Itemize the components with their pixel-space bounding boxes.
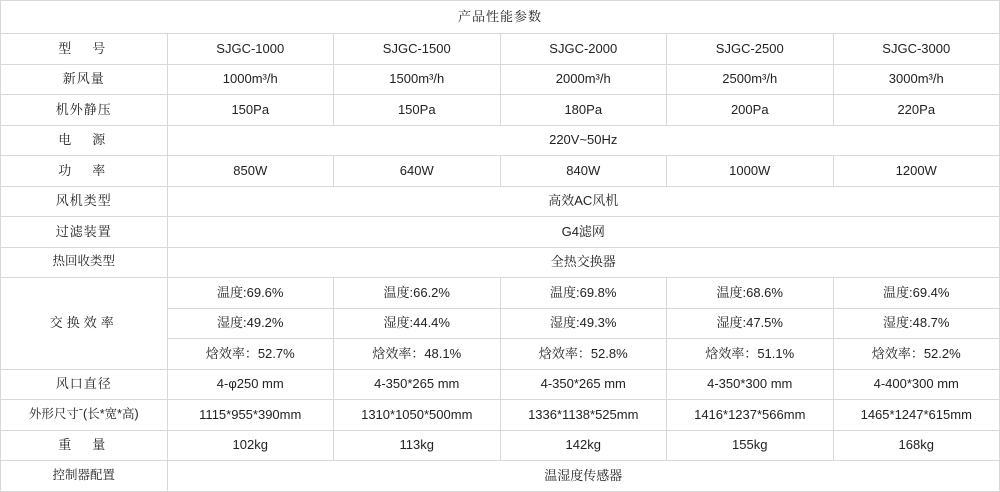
row-label-exchange-efficiency: 交换效率 [1, 278, 168, 370]
cell-model-3: SJGC-2000 [500, 34, 667, 65]
cell-humid-eff-2: 湿度:44.4% [334, 308, 501, 339]
cell-dimensions-2: 1310*1050*500mm [334, 400, 501, 431]
cell-filter-value: G4滤网 [167, 217, 1000, 248]
row-label-airflow: 新风量 [1, 64, 168, 95]
table-row [1, 430, 1000, 461]
cell-weight-4: 155kg [667, 430, 834, 461]
cell-power-4: 1000W [667, 156, 834, 187]
cell-temp-eff-1: 温度:69.6% [167, 278, 334, 309]
table-row [1, 400, 1000, 431]
table-row [1, 34, 1000, 65]
cell-humid-eff-3: 湿度:49.3% [500, 308, 667, 339]
cell-dimensions-5: 1465*1247*615mm [833, 400, 1000, 431]
cell-enthalpy-eff-5: 焓效率：52.2% [833, 339, 1000, 370]
cell-power-1: 850W [167, 156, 334, 187]
row-label-controller: 控制器配置 [1, 461, 168, 492]
cell-heat-recovery-value: 全热交换器 [167, 247, 1000, 278]
cell-dimensions-4: 1416*1237*566mm [667, 400, 834, 431]
cell-dimensions-3: 1336*1138*525mm [500, 400, 667, 431]
table-row [1, 461, 1000, 492]
row-label-weight: 重 量 [1, 430, 168, 461]
table-row [1, 64, 1000, 95]
cell-power-supply-value: 220V~50Hz [167, 125, 1000, 156]
table-row [1, 369, 1000, 400]
cell-airflow-1: 1000m³/h [167, 64, 334, 95]
table-row [1, 156, 1000, 187]
row-label-heat-recovery: 热回收类型 [1, 247, 168, 278]
cell-airflow-4: 2500m³/h [667, 64, 834, 95]
table-row [1, 95, 1000, 126]
cell-model-1: SJGC-1000 [167, 34, 334, 65]
cell-pressure-4: 200Pa [667, 95, 834, 126]
cell-weight-3: 142kg [500, 430, 667, 461]
table-row [1, 278, 1000, 309]
table-title-row [1, 1, 1000, 34]
cell-airflow-5: 3000m³/h [833, 64, 1000, 95]
cell-weight-1: 102kg [167, 430, 334, 461]
table-row [1, 247, 1000, 278]
row-label-fan-type: 风机类型 [1, 186, 168, 217]
cell-dimensions-1: 1115*955*390mm [167, 400, 334, 431]
cell-model-4: SJGC-2500 [667, 34, 834, 65]
cell-temp-eff-3: 温度:69.8% [500, 278, 667, 309]
cell-outlet-4: 4-350*300 mm [667, 369, 834, 400]
table-row [1, 186, 1000, 217]
cell-fan-type-value: 高效AC风机 [167, 186, 1000, 217]
row-label-power: 功 率 [1, 156, 168, 187]
cell-outlet-1: 4-φ250 mm [167, 369, 334, 400]
cell-model-5: SJGC-3000 [833, 34, 1000, 65]
cell-enthalpy-eff-4: 焓效率：51.1% [667, 339, 834, 370]
cell-enthalpy-eff-3: 焓效率：52.8% [500, 339, 667, 370]
cell-pressure-5: 220Pa [833, 95, 1000, 126]
cell-temp-eff-4: 温度:68.6% [667, 278, 834, 309]
table-row [1, 217, 1000, 248]
row-label-power-supply: 电 源 [1, 125, 168, 156]
row-label-filter: 过滤装置 [1, 217, 168, 248]
cell-pressure-3: 180Pa [500, 95, 667, 126]
cell-humid-eff-1: 湿度:49.2% [167, 308, 334, 339]
cell-weight-5: 168kg [833, 430, 1000, 461]
row-label-model: 型 号 [1, 34, 168, 65]
cell-pressure-2: 150Pa [334, 95, 501, 126]
cell-temp-eff-2: 温度:66.2% [334, 278, 501, 309]
cell-humid-eff-5: 湿度:48.7% [833, 308, 1000, 339]
cell-controller-value: 温湿度传感器 [167, 461, 1000, 492]
table-row [1, 125, 1000, 156]
row-label-static-pressure: 机外静压 [1, 95, 168, 126]
cell-humid-eff-4: 湿度:47.5% [667, 308, 834, 339]
row-label-outlet-diameter: 风口直径 [1, 369, 168, 400]
row-label-dimensions: 外形尺寸ˉ(长*宽*高) [1, 400, 168, 431]
cell-model-2: SJGC-1500 [334, 34, 501, 65]
page-title: 产品性能参数 [1, 1, 1000, 34]
cell-power-5: 1200W [833, 156, 1000, 187]
cell-temp-eff-5: 温度:69.4% [833, 278, 1000, 309]
cell-airflow-2: 1500m³/h [334, 64, 501, 95]
cell-airflow-3: 2000m³/h [500, 64, 667, 95]
cell-enthalpy-eff-1: 焓效率：52.7% [167, 339, 334, 370]
cell-outlet-2: 4-350*265 mm [334, 369, 501, 400]
cell-weight-2: 113kg [334, 430, 501, 461]
cell-enthalpy-eff-2: 焓效率：48.1% [334, 339, 501, 370]
cell-outlet-5: 4-400*300 mm [833, 369, 1000, 400]
cell-pressure-1: 150Pa [167, 95, 334, 126]
cell-power-2: 640W [334, 156, 501, 187]
cell-power-3: 840W [500, 156, 667, 187]
cell-outlet-3: 4-350*265 mm [500, 369, 667, 400]
